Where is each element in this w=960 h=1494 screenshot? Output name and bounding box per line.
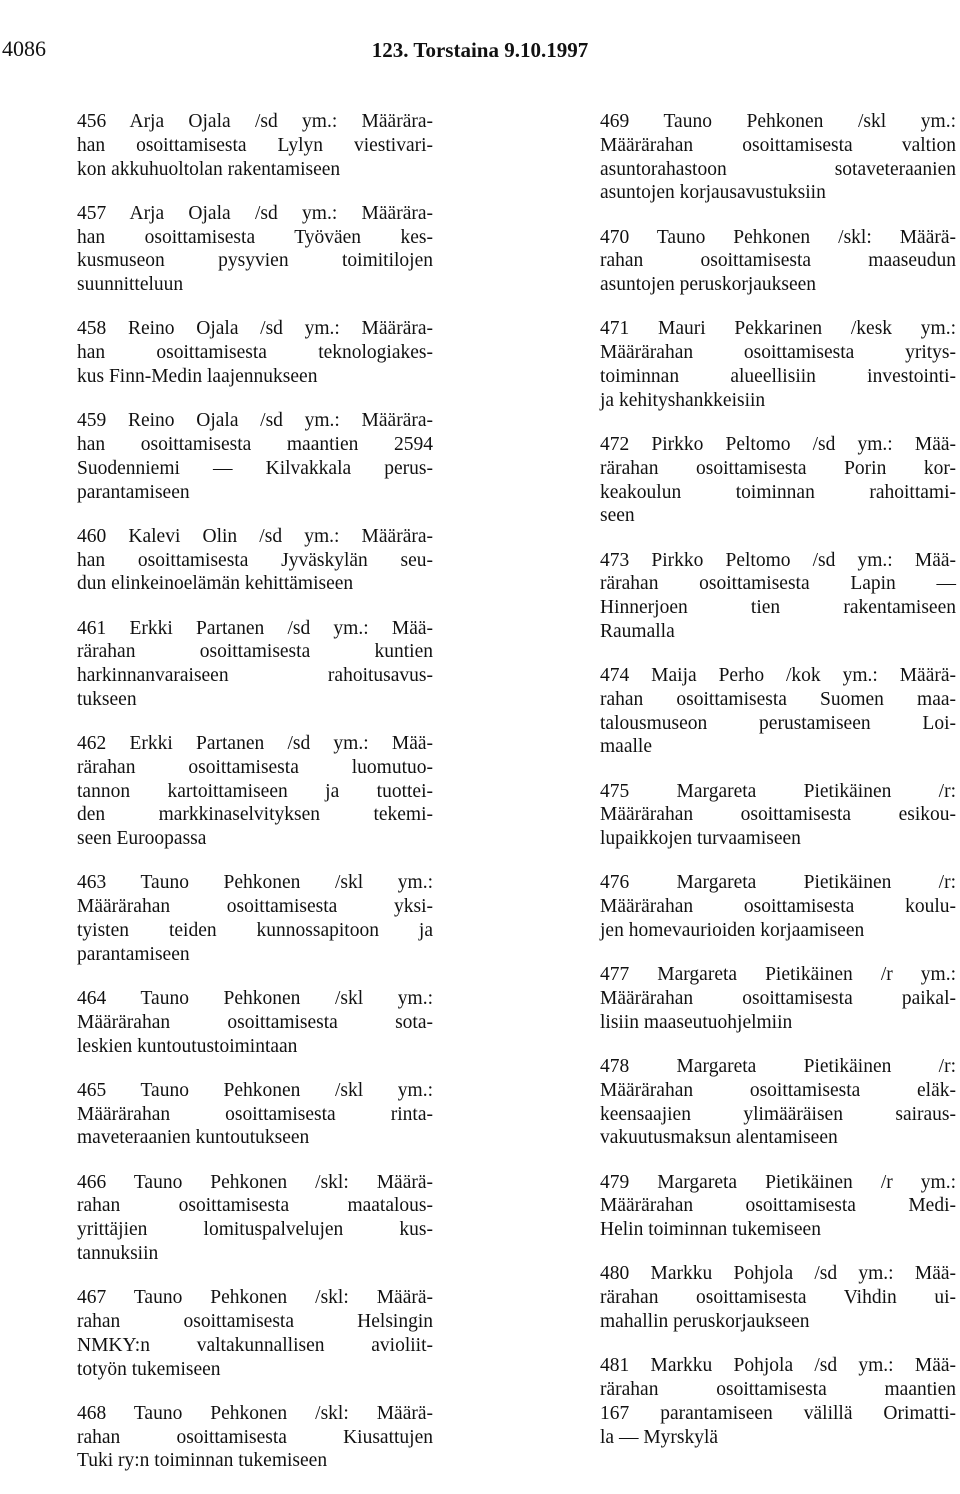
motion-heading-line: 461 Erkki Partanen /sd ym.: Mää- (77, 617, 433, 639)
motion-text-line: Tuki ry:n toiminnan tukemiseen (77, 1450, 328, 1472)
motion-text-line: maveteraanien kuntoutukseen (77, 1127, 310, 1149)
motion-entry (600, 226, 956, 297)
motion-text-line: Määrärahan osoittamisesta Medi- (600, 1195, 956, 1217)
motion-heading-line: 477 Margareta Pietikäinen /r ym.: (600, 964, 956, 986)
motion-text-line: rärahan osoittamisesta Lapin — (600, 573, 956, 595)
motion-entry (600, 433, 956, 528)
motion-text-line: seen Euroopassa (77, 828, 207, 850)
motion-text-line: kus Finn-Medin laajennukseen (77, 365, 318, 387)
motion-text-line: parantamiseen (77, 943, 190, 965)
motion-text-line: tannon kartoittamiseen ja tuottei- (77, 780, 433, 802)
motion-text-line: tukseen (77, 688, 137, 710)
motion-heading-line: 468 Tauno Pehkonen /skl: Määrä- (77, 1402, 433, 1424)
motion-heading-line: 462 Erkki Partanen /sd ym.: Mää- (77, 733, 433, 755)
motion-heading-line: 456 Arja Ojala /sd ym.: Määrära- (77, 111, 433, 132)
motion-text-line: Määrärahan osoittamisesta koulu- (600, 896, 956, 918)
motion-entry (77, 1402, 433, 1473)
motion-text-line: seen (600, 505, 635, 527)
motion-text-line: maalle (600, 736, 652, 758)
motion-heading-line: 467 Tauno Pehkonen /skl: Määrä- (77, 1287, 433, 1309)
motion-entry (600, 1262, 956, 1333)
motion-entry (77, 617, 433, 712)
motion-entry (77, 732, 433, 851)
motion-text-line: la — Myrskylä (600, 1426, 719, 1448)
motion-heading-line: 476 Margareta Pietikäinen /r: (600, 872, 956, 894)
motion-text-line: dun elinkeinoelämän kehittämiseen (77, 573, 354, 595)
motion-text-line: rärahan osoittamisesta Porin kor- (600, 457, 956, 479)
page-number: 4086 (2, 36, 46, 61)
motion-entry (600, 871, 956, 942)
motion-text-line: asuntojen peruskorjaukseen (600, 274, 817, 296)
motion-heading-line: 475 Margareta Pietikäinen /r: (600, 780, 956, 802)
motion-heading-line: 469 Tauno Pehkonen /skl ym.: (600, 111, 956, 132)
motion-text-line: kon akkuhuoltolan rakentamiseen (77, 158, 341, 180)
motion-text-line: lisiin maaseutuohjelmiin (600, 1011, 793, 1033)
motion-text-line: rärahan osoittamisesta maantien (600, 1378, 956, 1400)
motion-text-line: yrittäjien lomituspalvelujen kus- (77, 1219, 433, 1241)
motion-text-line: han osoittamisesta Jyväskylän seu- (77, 549, 433, 571)
motion-text-line: suunnitteluun (77, 274, 184, 296)
motion-text-line: harkinnanvaraiseen rahoitusavus- (77, 665, 433, 687)
motion-text-line: rahan osoittamisesta Helsingin (77, 1310, 433, 1332)
motion-heading-line: 459 Reino Ojala /sd ym.: Määrära- (77, 410, 433, 432)
motion-text-line: Määrärahan osoittamisesta yksi- (77, 896, 433, 918)
motion-text-line: den markkinaselvityksen tekemi- (77, 804, 433, 826)
motion-entry (600, 317, 956, 412)
motion-text-line: toiminnan alueellisiin investointi- (600, 365, 956, 387)
motion-entry (77, 1286, 433, 1381)
motion-text-line: asuntojen korjausavustuksiin (600, 182, 826, 204)
motion-text-line: rärahan osoittamisesta luomutuo- (77, 756, 433, 778)
motion-entry (600, 780, 956, 851)
motion-entry (600, 664, 956, 759)
motion-text-line: NMKY:n valtakunnallisen avioliit- (77, 1334, 433, 1356)
motion-entry (77, 110, 433, 181)
right-column (600, 110, 956, 1470)
motion-text-line: han osoittamisesta Työväen kes- (77, 226, 433, 248)
motion-entry (600, 110, 956, 205)
motion-entry (600, 1055, 956, 1150)
motion-text-line: lupaikkojen turvaamiseen (600, 828, 801, 850)
motion-heading-line: 464 Tauno Pehkonen /skl ym.: (77, 988, 433, 1010)
motion-text-line: han osoittamisesta Lylyn viestivari- (77, 134, 433, 156)
motion-text-line: Hinnerjoen tien rakentamiseen (600, 597, 956, 619)
motion-entry (600, 1354, 956, 1449)
motion-entry (77, 1171, 433, 1266)
motion-entry (77, 525, 433, 596)
motion-text-line: Määrärahan osoittamisesta eläk- (600, 1079, 956, 1101)
motion-text-line: tyisten teiden kunnossapitoon ja (77, 920, 433, 942)
motion-text-line: rahan osoittamisesta Suomen maa- (600, 688, 956, 710)
motion-text-line: Raumalla (600, 620, 675, 642)
motion-heading-line: 460 Kalevi Olin /sd ym.: Määrära- (77, 525, 433, 547)
motion-text-line: keensaajien ylimääräisen sairaus- (600, 1103, 956, 1125)
motion-text-line: rärahan osoittamisesta kuntien (77, 641, 433, 663)
motion-heading-line: 457 Arja Ojala /sd ym.: Määrära- (77, 202, 433, 224)
motion-heading-line: 470 Tauno Pehkonen /skl: Määrä- (600, 226, 956, 248)
motion-text-line: 167 parantamiseen välillä Orimatti- (600, 1402, 956, 1424)
motion-text-line: han osoittamisesta teknologiakes- (77, 342, 433, 364)
motion-text-line: keakoulun toiminnan rahoittami- (600, 481, 956, 503)
motion-text-line: tannuksiin (77, 1242, 159, 1264)
motion-text-line: rärahan osoittamisesta Vihdin ui- (600, 1287, 956, 1309)
motion-text-line: parantamiseen (77, 481, 190, 503)
motion-heading-line: 465 Tauno Pehkonen /skl ym.: (77, 1079, 433, 1101)
motion-text-line: mahallin peruskorjaukseen (600, 1310, 810, 1332)
motion-heading-line: 466 Tauno Pehkonen /skl: Määrä- (77, 1171, 433, 1193)
motion-entry (77, 409, 433, 504)
motion-entry (600, 963, 956, 1034)
motion-text-line: ja kehityshankkeisiin (600, 389, 766, 411)
motion-text-line: Määrärahan osoittamisesta paikal- (600, 988, 956, 1010)
motion-text-line: leskien kuntoutustoimintaan (77, 1035, 298, 1057)
motion-text-line: Suodenniemi — Kilvakkala perus- (77, 457, 433, 479)
motion-text-line: rahan osoittamisesta Kiusattujen (77, 1426, 433, 1448)
running-head: 123. Torstaina 9.10.1997 (371, 38, 589, 62)
left-column (77, 110, 433, 1494)
motion-text-line: vakuutusmaksun alentamiseen (600, 1127, 838, 1149)
motion-heading-line: 481 Markku Pohjola /sd ym.: Mää- (600, 1355, 956, 1377)
motion-heading-line: 463 Tauno Pehkonen /skl ym.: (77, 872, 433, 894)
motion-text-line: rahan osoittamisesta maatalous- (77, 1195, 433, 1217)
motion-heading-line: 474 Maija Perho /kok ym.: Määrä- (600, 665, 956, 687)
motion-entry (77, 202, 433, 297)
motion-entry (77, 987, 433, 1058)
motion-text-line: Määrärahan osoittamisesta esikou- (600, 804, 956, 826)
motion-heading-line: 471 Mauri Pekkarinen /kesk ym.: (600, 318, 956, 340)
motion-heading-line: 479 Margareta Pietikäinen /r ym.: (600, 1171, 956, 1193)
motion-text-line: jen homevaurioiden korjaamiseen (600, 920, 865, 942)
motion-text-line: Määrärahan osoittamisesta valtion (600, 134, 956, 156)
motion-heading-line: 478 Margareta Pietikäinen /r: (600, 1056, 956, 1078)
motion-text-line: Määrärahan osoittamisesta yritys- (600, 342, 956, 364)
motion-heading-line: 480 Markku Pohjola /sd ym.: Mää- (600, 1263, 956, 1285)
motion-text-line: totyön tukemiseen (77, 1358, 221, 1380)
motion-text-line: han osoittamisesta maantien 2594 (77, 433, 433, 455)
motion-entry (77, 317, 433, 388)
motion-heading-line: 458 Reino Ojala /sd ym.: Määrära- (77, 318, 433, 340)
motion-text-line: Määrärahan osoittamisesta sota- (77, 1011, 433, 1033)
motion-text-line: asuntorahastoon sotaveteraanien (600, 158, 956, 180)
motion-entry (600, 1171, 956, 1242)
motion-heading-line: 473 Pirkko Peltomo /sd ym.: Mää- (600, 549, 956, 571)
motion-entry (77, 1079, 433, 1150)
motion-heading-line: 472 Pirkko Peltomo /sd ym.: Mää- (600, 433, 956, 455)
motion-text-line: kusmuseon pysyvien toimitilojen (77, 250, 433, 272)
motion-text-line: talousmuseon perustamiseen Loi- (600, 712, 956, 734)
motion-text-line: rahan osoittamisesta maaseudun (600, 250, 956, 272)
motion-text-line: Helin toiminnan tukemiseen (600, 1219, 821, 1241)
motion-entry (77, 871, 433, 966)
motion-text-line: Määrärahan osoittamisesta rinta- (77, 1103, 433, 1125)
motion-entry (600, 549, 956, 644)
